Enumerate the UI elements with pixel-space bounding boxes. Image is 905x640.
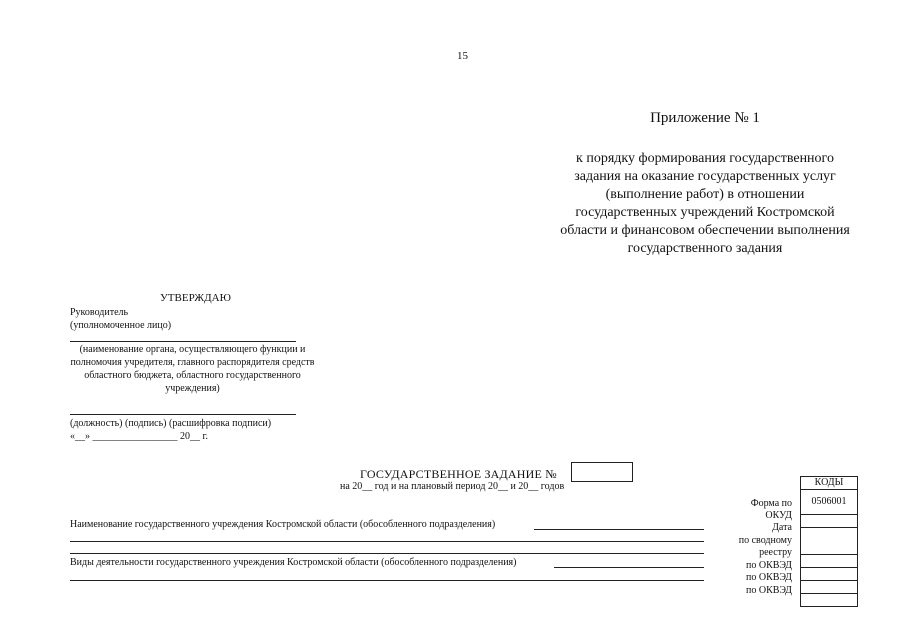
head-label: Руководитель xyxy=(70,307,129,318)
institution-name-line-3 xyxy=(70,553,704,554)
activity-types-line-2 xyxy=(70,580,704,581)
organ-name-caption: (наименование органа, осуществляющего функции и полномочия учредителя, главного распорядителя средств областного бюджета, областного государственного учреждения) xyxy=(70,344,315,394)
svod-label: по сводному xyxy=(738,535,792,546)
activity-types-line xyxy=(554,567,704,568)
organ-name-line xyxy=(70,341,296,342)
approve-heading: УТВЕРЖДАЮ xyxy=(160,292,231,304)
appendix-title: Приложение № 1 xyxy=(650,110,760,126)
codes-table xyxy=(800,476,858,607)
state-task-title: ГОСУДАРСТВЕННОЕ ЗАДАНИЕ № xyxy=(360,467,557,481)
institution-name-line xyxy=(534,529,704,530)
authorized-person-label: (уполномоченное лицо) xyxy=(70,320,172,331)
okved-code-cell-4 xyxy=(801,594,857,607)
signature-caption: (должность) (подпись) (расшифровка подписи) xyxy=(70,418,272,429)
okved-label-2: по ОКВЭД xyxy=(746,572,792,583)
okved-label-3: по ОКВЭД xyxy=(746,585,792,596)
signature-line xyxy=(70,414,296,415)
registry-code-cell xyxy=(801,528,857,555)
approval-date: «__» _________________ 20__ г. xyxy=(70,431,208,442)
form-okud-label: Форма по xyxy=(750,498,792,509)
institution-name-line-2 xyxy=(70,541,704,542)
registry-label: реестру xyxy=(759,547,792,558)
okud-label: ОКУД xyxy=(765,510,792,521)
appendix-description: к порядку формирования государственного задания на оказание государственных услуг (выполнение работ) в отношении государственных учреждений Костромской области и финансовом обеспечении выполнения государственного задания xyxy=(560,151,850,256)
okud-code: 0506001 xyxy=(801,490,857,515)
date-label: Дата xyxy=(772,522,792,533)
page-number: 15 xyxy=(457,50,468,62)
institution-name-label: Наименование государственного учреждения Костромской области (обособленного подразделения) xyxy=(70,519,496,530)
okved-code-cell-3 xyxy=(801,581,857,594)
codes-header: КОДЫ xyxy=(801,476,857,490)
activity-types-label: Виды деятельности государственного учреждения Костромской области (обособленного подразделения) xyxy=(70,557,517,568)
state-task-number-box xyxy=(571,462,633,482)
task-period: на 20__ год и на плановый период 20__ и 20__ годов xyxy=(340,481,565,492)
okved-code-cell-1 xyxy=(801,555,857,568)
date-code-cell xyxy=(801,515,857,528)
okved-code-cell-2 xyxy=(801,568,857,581)
okved-label-1: по ОКВЭД xyxy=(746,560,792,571)
